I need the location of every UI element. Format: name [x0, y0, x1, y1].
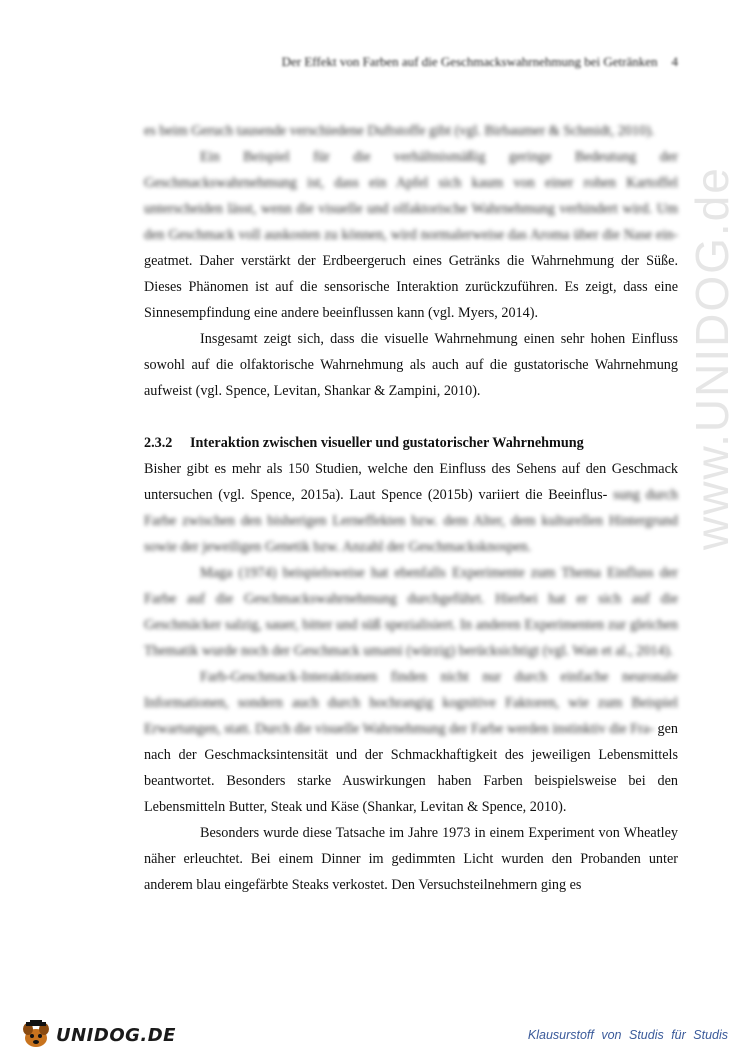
footer-slogan: Klausurstoff von Studis für Studis — [527, 1028, 728, 1042]
paragraph-4 — [144, 456, 678, 560]
paragraph-6-blurred: Farb-Geschmack-Interaktionen finden nicht nur durch einfache neuronale Informationen, sondern auch durch hochrangig kognitive Faktoren, wie zum Beispiel Erwartungen, statt. Durch die visuelle Wahrnehmung der Farbe werden instinktiv die Fra- — [144, 669, 678, 737]
paragraph-4-clear: Bisher gibt es mehr als 150 Studien, welche den Einfluss des Sehens auf den Geschmack untersuchen (vgl. Spence, 2015a). Laut Spence (2015b) variiert die Beeinflus- — [144, 461, 678, 503]
dog-icon — [18, 1020, 54, 1050]
logo-text: UNIDOG.DE — [56, 1024, 176, 1046]
unidog-logo[interactable] — [18, 1020, 176, 1050]
paragraph-7: Besonders wurde diese Tatsache im Jahre 1973 in einem Experiment von Wheatley näher erleuchtet. Bei einem Dinner im gedimmten Licht wurden den Probanden unter anderem blau eingefärbte Steaks verkostet. Den Versuchsteilnehmern ging es — [144, 825, 678, 893]
body-text — [144, 118, 678, 898]
paragraph-4-blurred: sung durch Farbe zwischen den bisherigen Lerneffekten bzw. dem Alter, dem kulturellen Hintergrund sowie der jeweiligen Genetik bzw. Anzahl der Geschmacksknospen. — [144, 487, 679, 555]
section-number: 2.3.2 — [144, 435, 173, 451]
paragraph-2-clear: geatmet. Daher verstärkt der Erdbeergeruch eines Getränks die Wahrnehmung der Süße. Dieses Phänomen ist auf die sensorische Interaktion zurückzuführen. Es zeigt, dass eine Sinnesempfindung eine andere beeinflussen kann (vgl. Myers, 2014). — [144, 253, 678, 321]
page-header — [282, 54, 678, 70]
page-number: 4 — [671, 54, 678, 69]
watermark: www.UNIDOG.de — [686, 166, 738, 550]
paragraph-2 — [144, 144, 678, 326]
paragraph-2-blurred: Ein Beispiel für die verhältnismäßig geringe Bedeutung der Geschmackswahrnehmung ist, dass ein Apfel sich kaum von einer rohen Kartoffel unterscheiden lässt, wenn die visuelle und olfaktorische Wahrnehmung verhindert wird. Um den Geschmack voll auskosten zu können, wird normalerweise das Aroma über die Nase ein- — [144, 149, 678, 243]
paragraph-3: Insgesamt zeigt sich, dass die visuelle Wahrnehmung einen sehr hohen Einfluss sowohl auf die olfaktorische Wahrnehmung als auch auf die gustatorische Wahrnehmung aufweist (vgl. Spence, Levitan, Shankar & Zampini, 2010). — [144, 331, 678, 399]
paragraph-5: Maga (1974) beispielsweise hat ebenfalls Experimente zum Thema Einfluss der Farbe auf die Geschmackswahrnehmung durchgeführt. Hierbei hat er sich auf die Geschmäcker salzig, sauer, bitter und süß spezialisiert. In anderen Experimenten zur gleichen Thematik wurde noch der Geschmack umami (würzig) berücksichtigt (vgl. Wan et al., 2014). — [144, 565, 678, 659]
section-title: Interaktion zwischen visueller und gustatorischer Wahrnehmung — [190, 435, 584, 451]
paragraph-1: es beim Geruch tausende verschiedene Duftstoffe gibt (vgl. Birbaumer & Schmidt, 2010). — [144, 123, 655, 139]
paragraph-6-clear: gen nach der Geschmacksintensität und der Schmackhaftigkeit des jeweiligen Lebensmittels beantwortet. Besonders starke Auswirkungen haben Farben beispielsweise bei den Lebensmitteln Butter, Steak und Käse (Shankar, Levitan & Spence, 2010). — [144, 721, 678, 815]
section-heading — [144, 430, 678, 456]
header-title: Der Effekt von Farben auf die Geschmackswahrnehmung bei Getränken — [281, 54, 658, 69]
paragraph-6 — [144, 664, 678, 820]
